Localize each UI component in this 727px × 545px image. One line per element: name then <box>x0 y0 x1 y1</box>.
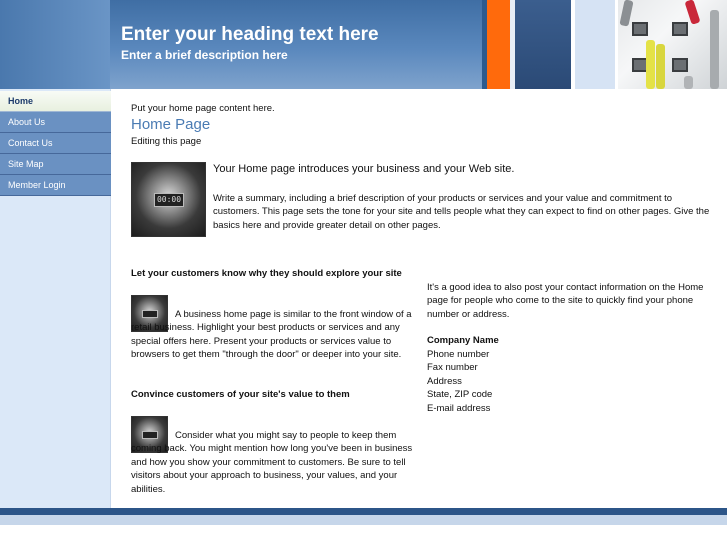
network-cables-image <box>618 0 727 89</box>
editing-note: Editing this page <box>131 136 202 147</box>
footer-bar-light <box>0 515 727 525</box>
yellow-cable <box>646 40 655 89</box>
sidebar-item-contact-us[interactable]: Contact Us <box>0 133 111 154</box>
sidebar-item-home[interactable]: Home <box>0 91 111 112</box>
intro-heading: Your Home page introduces your business and your Web site. <box>213 163 515 175</box>
section-paragraph-explore: A business home page is similar to the front window of a retail business. Highlight your best products or services and any special offers here. Present your products or services value to browsers to get them "through the door" or deeper into your site. <box>131 309 412 361</box>
network-jack <box>632 22 648 36</box>
company-name: Company Name <box>427 335 499 346</box>
phone-number: Phone number <box>427 349 490 360</box>
header-stripe-light <box>575 0 615 89</box>
header-stripe-orange <box>487 0 510 89</box>
section-heading-value: Convince customers of your site's value to them <box>131 389 350 400</box>
section-heading-explore: Let your customers know why they should explore your site <box>131 268 402 279</box>
header-stripe-navy <box>515 0 571 89</box>
grey-cable <box>684 76 693 89</box>
clock-image <box>131 162 206 237</box>
sidebar-item-site-map[interactable]: Site Map <box>0 154 111 175</box>
yellow-cable <box>656 44 665 89</box>
address: Address <box>427 376 462 387</box>
network-jack <box>672 22 688 36</box>
grey-cable <box>710 10 719 89</box>
intro-paragraph: Write a summary, including a brief description of your products or services and your value and commitment to customers. This page sets the tone for your site and tells people what they can expect to find on other pages. Give the basics here and provide greater detail on other pages. <box>213 193 710 231</box>
fax-number: Fax number <box>427 362 478 373</box>
site-subheading: Enter a brief description here <box>121 48 288 62</box>
network-jack <box>672 58 688 72</box>
content-placeholder-text: Put your home page content here. <box>131 103 275 114</box>
page-title: Home Page <box>131 116 211 133</box>
sidebar <box>0 89 111 508</box>
site-heading: Enter your heading text here <box>121 24 379 45</box>
section-paragraph-value: Consider what you might say to people to keep them coming back. You might mention how long you've been in business and how you show your commitment to customers. Be sure to tell visitors about your approach to business, your values, and your abilities. <box>131 430 413 495</box>
header-shade <box>0 0 110 89</box>
sidebar-item-member-login[interactable]: Member Login <box>0 175 111 196</box>
state-zip: State, ZIP code <box>427 389 493 400</box>
footer-bar <box>0 508 727 515</box>
contact-intro: It's a good idea to also post your contact information on the Home page for people who come to the site to quickly find your phone number or address. <box>427 282 704 320</box>
email-address: E-mail address <box>427 403 491 414</box>
clock-readout: 00:00 <box>154 193 184 207</box>
page-header <box>0 0 727 89</box>
sidebar-item-about-us[interactable]: About Us <box>0 112 111 133</box>
